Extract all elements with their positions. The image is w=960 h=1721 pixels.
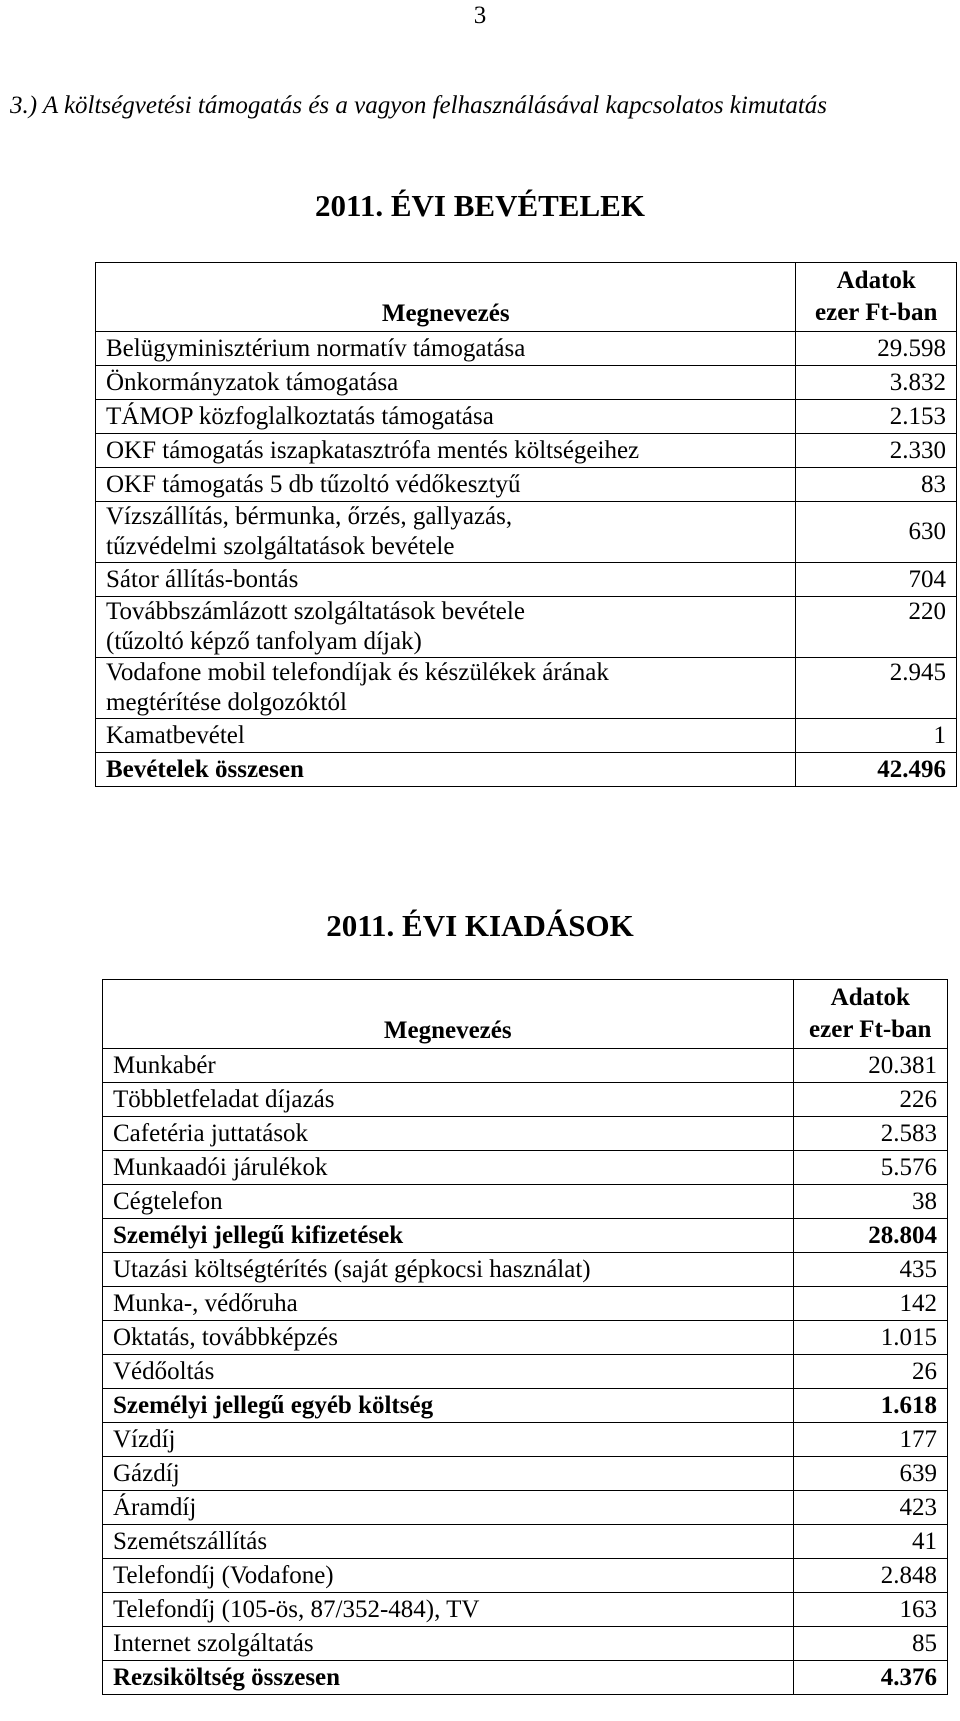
table-row — [103, 1253, 948, 1287]
row-value: 3.832 — [796, 366, 957, 400]
row-value: 2.153 — [796, 400, 957, 434]
column-header-name: Megnevezés — [103, 980, 794, 1049]
row-value: 28.804 — [793, 1219, 947, 1253]
row-value: 26 — [793, 1355, 947, 1389]
row-value: 639 — [793, 1457, 947, 1491]
table-row — [103, 1083, 948, 1117]
table-row — [103, 1321, 948, 1355]
table-row — [96, 366, 957, 400]
row-name: Cégtelefon — [103, 1185, 794, 1219]
row-name: Munkabér — [103, 1049, 794, 1083]
table-row — [103, 1627, 948, 1661]
table-row — [103, 1355, 948, 1389]
row-name: TÁMOP közfoglalkoztatás támogatása — [96, 400, 796, 434]
row-name-line1: Vízszállítás, bérmunka, őrzés, gallyazás, — [106, 503, 513, 530]
table-row — [96, 563, 957, 597]
table-row — [96, 332, 957, 366]
column-header-value — [796, 263, 957, 332]
row-name-line1: Vodafone mobil telefondíjak és készülékek árának — [106, 659, 609, 686]
row-name: Személyi jellegű egyéb költség — [103, 1389, 794, 1423]
table-row — [103, 1049, 948, 1083]
row-name: Védőoltás — [103, 1355, 794, 1389]
row-name — [96, 597, 796, 658]
row-value: 83 — [796, 468, 957, 502]
table-row — [96, 434, 957, 468]
row-name: Személyi jellegű kifizetések — [103, 1219, 794, 1253]
row-value: 220 — [796, 597, 957, 658]
document-heading: 3.) A költségvetési támogatás és a vagyon felhasználásával kapcsolatos kimutatás — [10, 92, 828, 119]
table-subtotal-row — [103, 1219, 948, 1253]
row-name — [96, 658, 796, 719]
table-row — [103, 1457, 948, 1491]
total-value: 42.496 — [796, 753, 957, 787]
row-name: Belügyminisztérium normatív támogatása — [96, 332, 796, 366]
row-name-line1: Továbbszámlázott szolgáltatások bevétele — [106, 598, 525, 625]
table-row — [96, 400, 957, 434]
row-value: 1 — [796, 719, 957, 753]
table-row — [96, 719, 957, 753]
row-value: 29.598 — [796, 332, 957, 366]
column-header-name: Megnevezés — [96, 263, 796, 332]
row-name: OKF támogatás iszapkatasztrófa mentés költségeihez — [96, 434, 796, 468]
row-value: 5.576 — [793, 1151, 947, 1185]
expenses-table — [102, 979, 948, 1695]
row-value: 423 — [793, 1491, 947, 1525]
table-row — [96, 658, 957, 719]
table-total-row — [96, 753, 957, 787]
table-row — [103, 1491, 948, 1525]
table-row — [103, 1117, 948, 1151]
column-header-value-line1: Adatok — [836, 267, 916, 294]
total-name: Bevételek összesen — [96, 753, 796, 787]
row-name: Cafetéria juttatások — [103, 1117, 794, 1151]
row-name: Többletfeladat díjazás — [103, 1083, 794, 1117]
table-row — [103, 1185, 948, 1219]
row-name: Munka-, védőruha — [103, 1287, 794, 1321]
row-name: Kamatbevétel — [96, 719, 796, 753]
row-value: 630 — [796, 502, 957, 563]
table-row — [103, 1593, 948, 1627]
table-subtotal-row — [103, 1389, 948, 1423]
row-value: 226 — [793, 1083, 947, 1117]
row-value: 163 — [793, 1593, 947, 1627]
row-name: Áramdíj — [103, 1491, 794, 1525]
row-name: Szemétszállítás — [103, 1525, 794, 1559]
row-value: 142 — [793, 1287, 947, 1321]
table-header-row — [96, 263, 957, 332]
row-value: 2.330 — [796, 434, 957, 468]
row-name: Internet szolgáltatás — [103, 1627, 794, 1661]
row-name: Gázdíj — [103, 1457, 794, 1491]
table-row — [103, 1151, 948, 1185]
row-name: Oktatás, továbbképzés — [103, 1321, 794, 1355]
column-header-value-line1: Adatok — [830, 984, 910, 1011]
row-name: OKF támogatás 5 db tűzoltó védőkesztyű — [96, 468, 796, 502]
row-name: Vízdíj — [103, 1423, 794, 1457]
table-header-row — [103, 980, 948, 1049]
table-row — [103, 1525, 948, 1559]
row-value: 85 — [793, 1627, 947, 1661]
row-name: Munkaadói járulékok — [103, 1151, 794, 1185]
row-name: Utazási költségtérítés (saját gépkocsi használat) — [103, 1253, 794, 1287]
row-name: Rezsiköltség összesen — [103, 1661, 794, 1695]
row-name: Sátor állítás-bontás — [96, 563, 796, 597]
row-name: Telefondíj (Vodafone) — [103, 1559, 794, 1593]
row-value: 1.015 — [793, 1321, 947, 1355]
expenses-title: 2011. ÉVI KIADÁSOK — [326, 908, 634, 943]
table-row — [103, 1423, 948, 1457]
row-value: 38 — [793, 1185, 947, 1219]
column-header-value-line2: ezer Ft-ban — [809, 1016, 932, 1043]
row-value: 1.618 — [793, 1389, 947, 1423]
row-value: 435 — [793, 1253, 947, 1287]
column-header-value-line2: ezer Ft-ban — [815, 299, 938, 326]
row-name-line2: (tűzoltó képző tanfolyam díjak) — [106, 628, 422, 655]
table-row — [96, 468, 957, 502]
revenues-table — [95, 262, 957, 787]
row-value: 2.945 — [796, 658, 957, 719]
row-value: 41 — [793, 1525, 947, 1559]
row-name-line2: megtérítése dolgozóktól — [106, 689, 347, 716]
table-row — [96, 502, 957, 563]
row-value: 20.381 — [793, 1049, 947, 1083]
row-value: 4.376 — [793, 1661, 947, 1695]
column-header-value — [793, 980, 947, 1049]
revenues-title: 2011. ÉVI BEVÉTELEK — [315, 188, 645, 223]
page-number: 3 — [473, 2, 487, 29]
row-name: Telefondíj (105-ös, 87/352-484), TV — [103, 1593, 794, 1627]
row-value: 704 — [796, 563, 957, 597]
row-name — [96, 502, 796, 563]
row-name-line2: tűzvédelmi szolgáltatások bevétele — [106, 533, 455, 560]
row-value: 2.583 — [793, 1117, 947, 1151]
row-value: 177 — [793, 1423, 947, 1457]
table-row — [96, 597, 957, 658]
table-row — [103, 1559, 948, 1593]
table-row — [103, 1287, 948, 1321]
table-total-row — [103, 1661, 948, 1695]
row-value: 2.848 — [793, 1559, 947, 1593]
row-name: Önkormányzatok támogatása — [96, 366, 796, 400]
